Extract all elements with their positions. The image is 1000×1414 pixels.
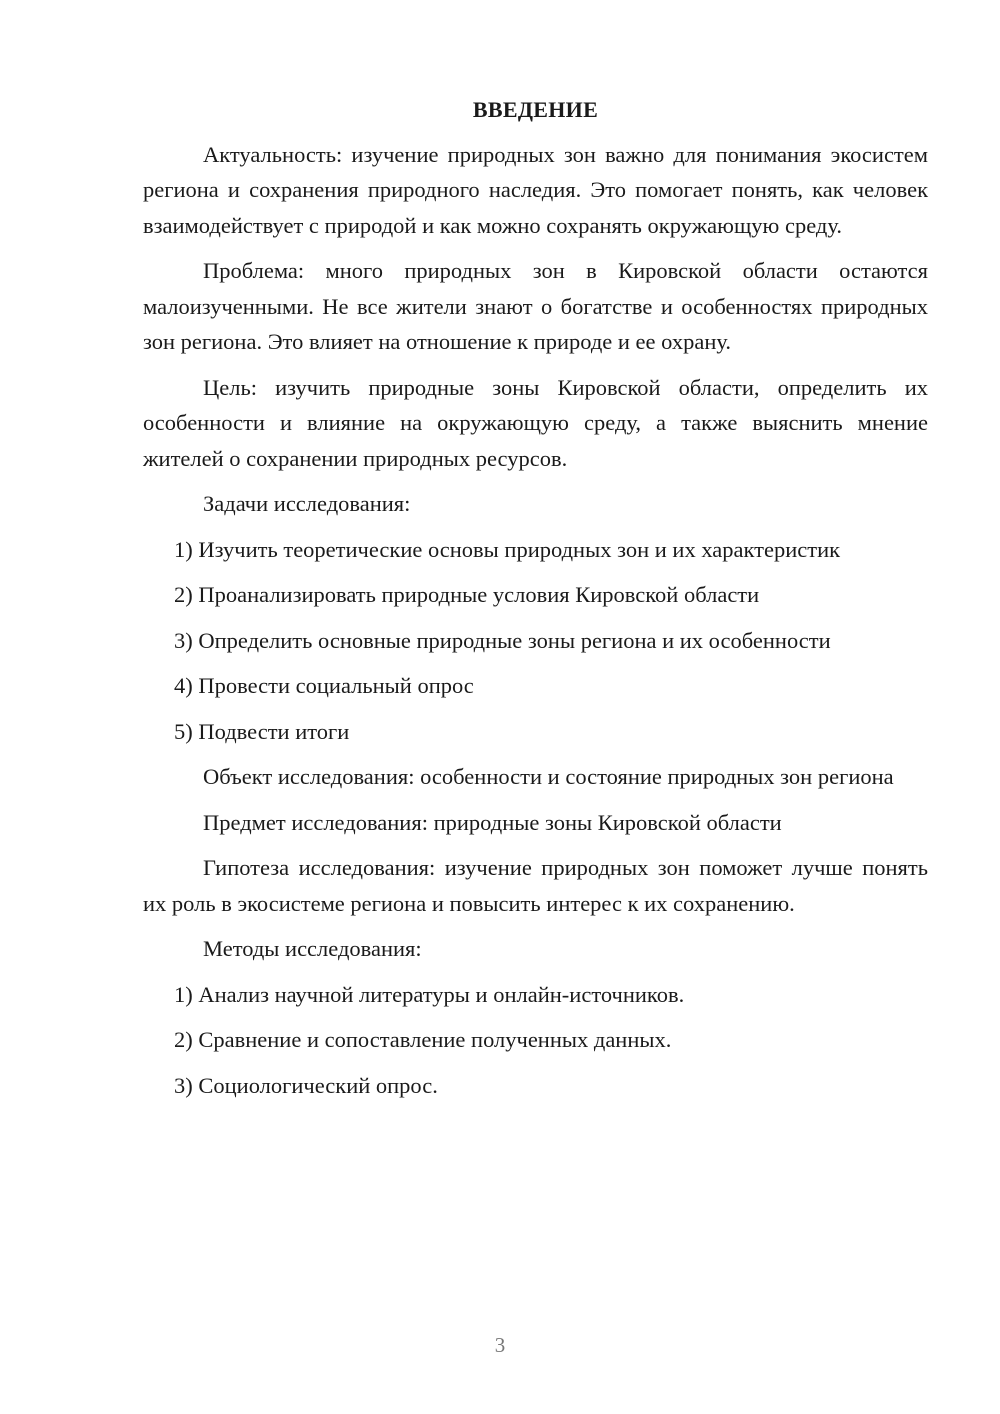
tasks-list	[143, 532, 928, 750]
relevance-paragraph: Актуальность: изучение природных зон важно для понимания экосистем региона и сохранения природного наследия. Это помогает понять, как человек взаимодействует с природой и как можно сохранять окружающую среду.	[143, 141, 928, 238]
methods-label: Методы исследования:	[203, 936, 422, 961]
hypothesis-paragraph: Гипотеза исследования: изучение природных зон поможет лучше понять их роль в экосистеме региона и повысить интерес к их сохранению.	[143, 855, 928, 916]
method-item: 3) Социологический опрос.	[174, 1072, 438, 1098]
problem-paragraph: Проблема: много природных зон в Кировской области остаются малоизученными. Не все жители знают о богатстве и особенностях природных зон региона. Это влияет на отношение к природе и ее охрану.	[143, 258, 928, 354]
goal-paragraph: Цель: изучить природные зоны Кировской области, определить их особенности и влияние на окружающую среду, а также выяснить мнение жителей о сохранении природных ресурсов.	[143, 374, 928, 471]
task-item: 3) Определить основные природные зоны региона и их особенности	[174, 627, 831, 653]
methods-list	[143, 977, 928, 1104]
document-page	[143, 92, 928, 1113]
task-item: 2) Проанализировать природные условия Кировской области	[174, 582, 760, 607]
task-item: 4) Провести социальный опрос	[174, 673, 474, 698]
method-item: 1) Анализ научной литературы и онлайн-источников.	[174, 981, 685, 1007]
subject-paragraph: Предмет исследования: природные зоны Кировской области	[203, 809, 782, 835]
task-item: 5) Подвести итоги	[174, 718, 350, 744]
page-number: 3	[494, 1333, 506, 1357]
task-item: 1) Изучить теоретические основы природных зон и их характеристик	[174, 536, 841, 562]
section-title: ВВЕДЕНИЕ	[472, 97, 599, 122]
method-item: 2) Сравнение и сопоставление полученных данных.	[174, 1027, 672, 1052]
tasks-label: Задачи исследования:	[203, 491, 411, 516]
object-paragraph: Объект исследования: особенности и состояние природных зон региона	[203, 764, 894, 789]
